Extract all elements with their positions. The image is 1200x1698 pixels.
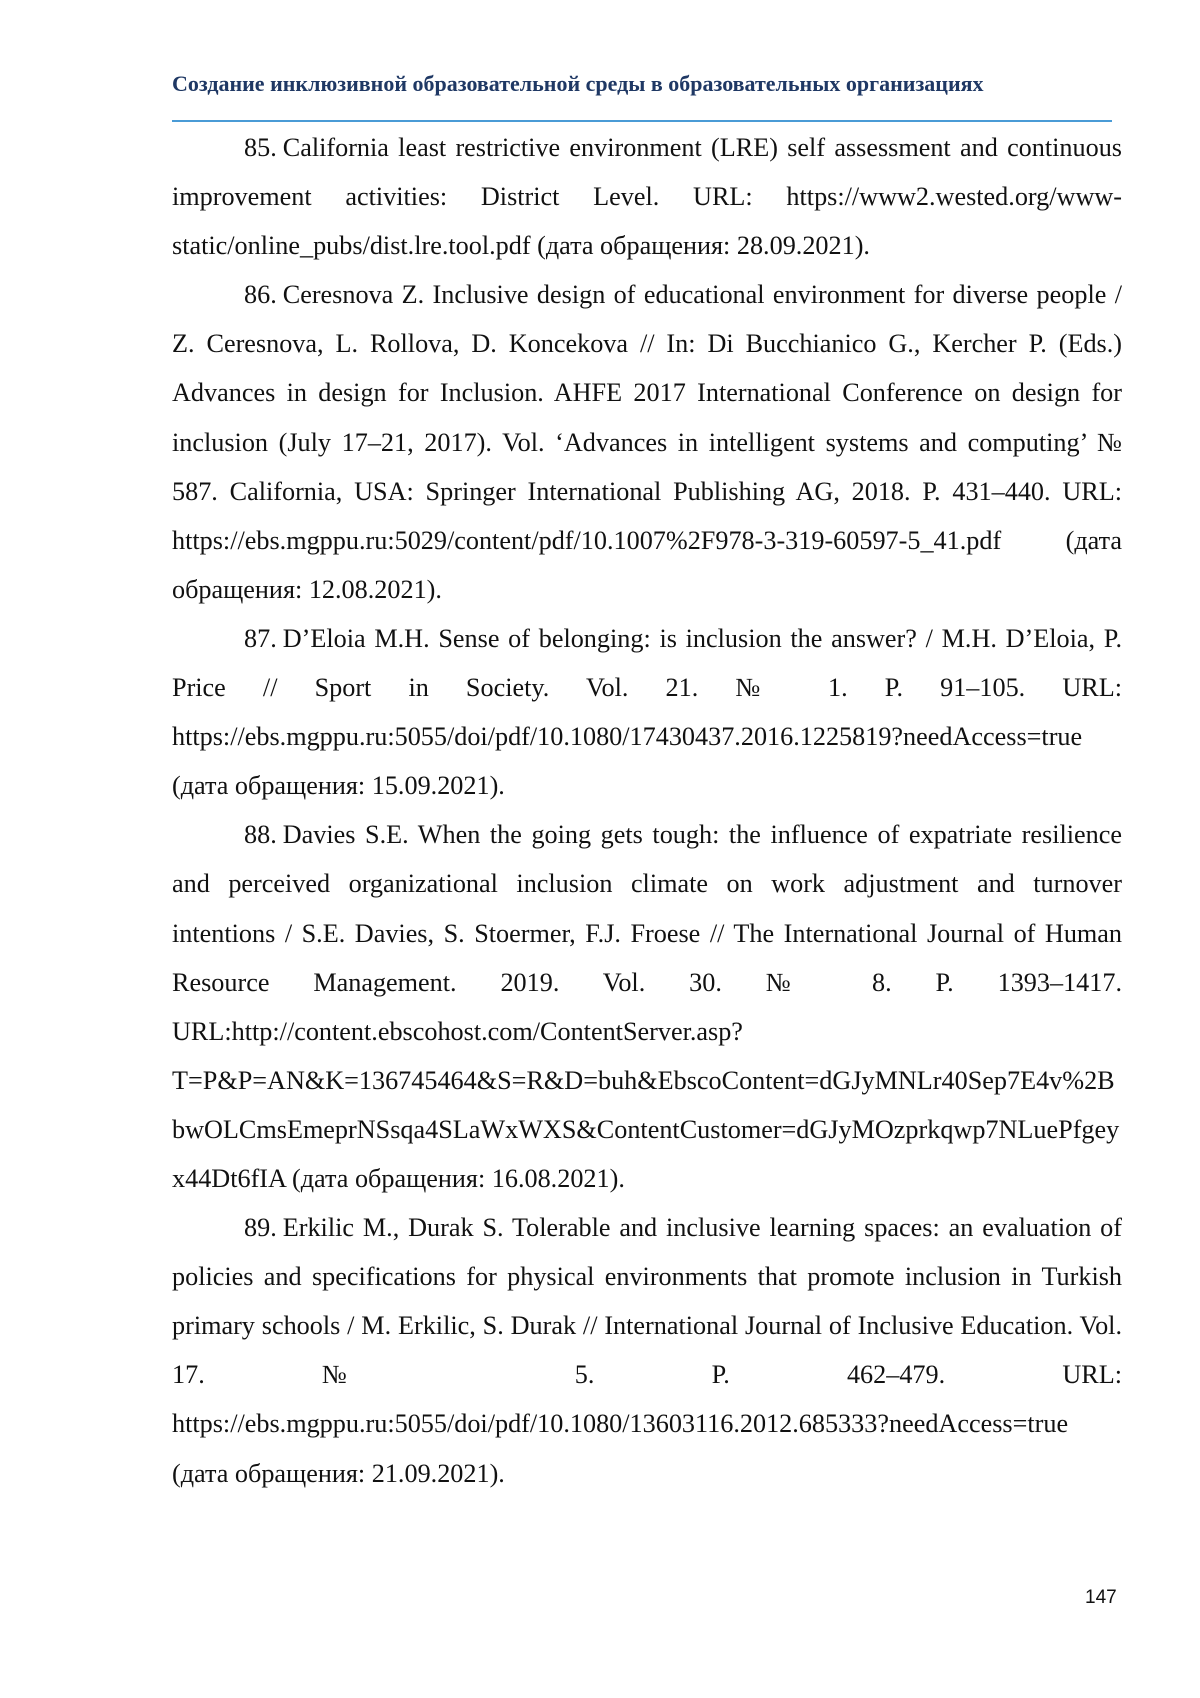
reference-list (172, 123, 1122, 1498)
reference-text: Erkilic M., Durak S. Tolerable and inclusive learning spaces: an evaluation of policies and specifications for physical environments that promote inclusion in Turkish primary schools / M. Erkilic, S. Durak // International Journal of Inclusive Education. Vol. 17. № 5. P. 462–479. URL: https://ebs.mgppu.ru:5055/doi/pdf/10.1080/13603116.2012.685333?needAccess=true (дата обращения: 21.09.2021). (172, 1213, 1122, 1488)
reference-number: 89. (244, 1213, 277, 1243)
reference-number: 86. (244, 280, 277, 310)
reference-number: 85. (244, 133, 277, 162)
page-number: 147 (1085, 1587, 1117, 1608)
running-header: Создание инклюзивной образовательной среды в образовательных организациях (172, 71, 984, 96)
reference-item (172, 614, 1122, 810)
reference-number: 87. (244, 623, 277, 653)
reference-item (172, 810, 1122, 1203)
header-divider (172, 120, 1112, 122)
reference-text: California least restrictive environment (LRE) self assessment and continuous improvement activities: District Level. URL: https://www2.wested.org/www-static/online_pubs/dist.lre.tool.pdf (дата обращения: 28.09.2021). (172, 133, 1122, 261)
reference-text: Ceresnova Z. Inclusive design of educational environment for diverse people / Z. Ceresnova, L. Rollova, D. Koncekova // In: Di Bucchianico G., Kercher P. (Eds.) Advances in design for Inclusion. AHFE 2017 International Conference on design for inclusion (July 17–21, 2017). Vol. ‘Advances in intelligent systems and computing’ № 587. California, USA: Springer International Publishing AG, 2018. P. 431–440. URL: https://ebs.mgppu.ru:5029/content/pdf/10.1007%2F978-3-319-60597-5_41.pdf (дата обращения: 12.08.2021). (172, 280, 1122, 604)
reference-item (172, 1203, 1122, 1498)
reference-number: 88. (244, 820, 277, 850)
reference-text: D’Eloia M.H. Sense of belonging: is inclusion the answer? / M.H. D’Eloia, P. Price // Sport in Society. Vol. 21. № 1. P. 91–105. URL: https://ebs.mgppu.ru:5055/doi/pdf/10.1080/17430437.2016.1225819?needAccess=true (дата обращения: 15.09.2021). (172, 623, 1122, 801)
reference-item (172, 123, 1122, 270)
reference-text: Davies S.E. When the going gets tough: the influence of expatriate resilience and perceived organizational inclusion climate on work adjustment and turnover intentions / S.E. Davies, S. Stoermer, F.J. Froese // The International Journal of Human Resource Management. 2019. Vol. 30. № 8. P. 1393–1417. URL:http://content.ebscohost.com/ContentServer.asp?T=P&P=AN&K=136745464&S=R&D=buh&EbscoContent=dGJyMNLr40Sep7E4v%2BbwOLCmsEmeprNSsqa4SLaWxWXS&ContentCustomer=dGJyMOzprkqwp7NLuePfgeyx44Dt6fIA (дата обращения: 16.08.2021). (172, 820, 1122, 1193)
reference-item (172, 270, 1122, 614)
